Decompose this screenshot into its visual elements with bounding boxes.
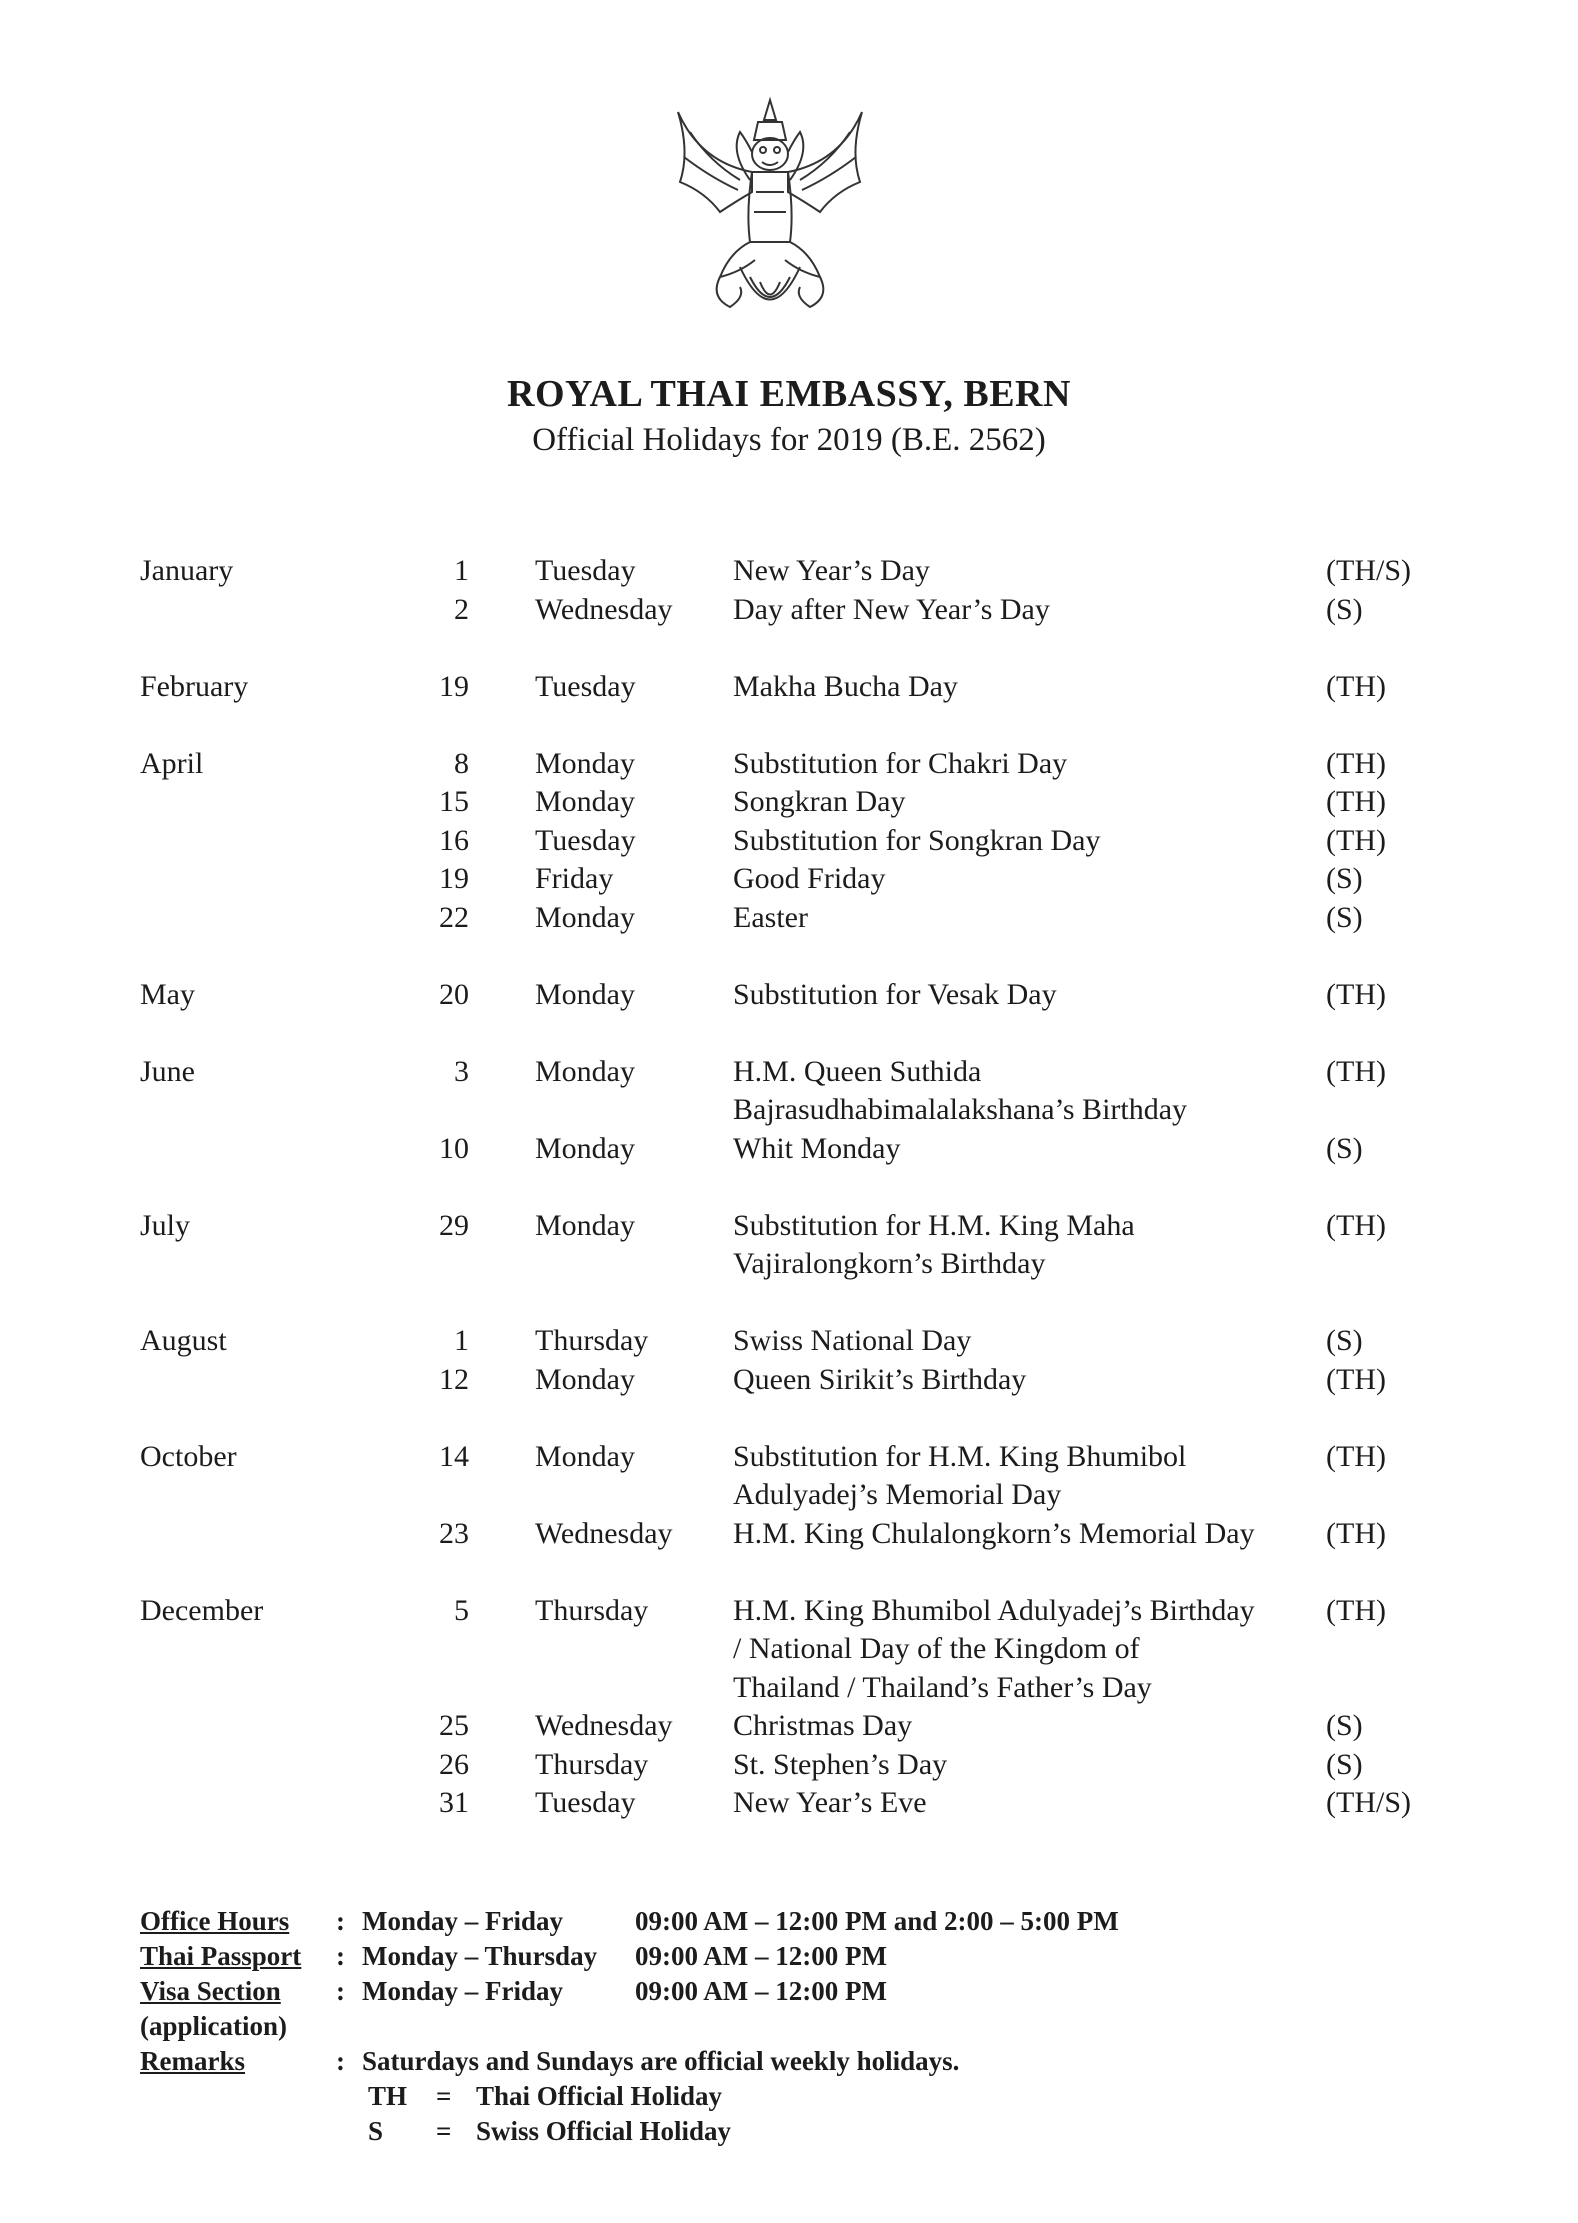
holiday-date: 14 [439,1439,469,1473]
legend-value: Thai Official Holiday [476,2081,723,2111]
holiday-row [140,899,1440,938]
holiday-weekday: Wednesday [535,1709,673,1742]
month-label: July [140,1208,191,1242]
holiday-weekday: Monday [535,900,635,934]
holiday-weekday: Tuesday [535,1786,636,1819]
holiday-weekday: Tuesday [535,554,636,587]
holiday-name: Substitution for H.M. King Maha Vajiralongkorn’s Birthday [733,1208,1135,1280]
holiday-date: 23 [439,1516,469,1550]
holiday-row [140,552,1440,591]
holiday-date: 19 [439,862,469,895]
holiday-date: 22 [439,900,469,934]
holiday-name: Christmas Day [733,1709,913,1742]
holiday-date: 31 [439,1786,469,1819]
holiday-row [140,668,1440,707]
holiday-row [140,1053,1440,1130]
holiday-code: (S) [1326,1747,1363,1781]
holiday-name: Songkran Day [733,785,906,818]
holiday-row [140,1322,1440,1361]
holiday-code: (TH) [1326,1439,1386,1473]
holiday-date: 2 [454,592,469,626]
holiday-date: 20 [439,977,469,1011]
holiday-name: Substitution for Songkran Day [733,823,1101,857]
holiday-weekday: Monday [535,1131,635,1165]
holiday-name: H.M. King Bhumibol Adulyadej’s Birthday / National Day of the Kingdom of Thailand / Thailand’s Father’s Day [733,1593,1255,1704]
month-label: October [140,1439,237,1473]
remarks-text: Saturdays and Sundays are official weekly holidays. [362,2046,960,2076]
page-title: ROYAL THAI EMBASSY, BERN [507,373,1071,415]
thai-passport-label: Thai Passport [140,1941,302,1971]
holiday-code: (TH) [1326,977,1386,1011]
thai-passport-days: Monday – Thursday [362,1941,598,1971]
holiday-code: (TH) [1326,746,1386,780]
holiday-weekday: Tuesday [535,669,636,703]
holiday-date: 8 [454,746,469,780]
holiday-date: 25 [439,1709,469,1742]
holiday-weekday: Monday [535,1054,635,1088]
holiday-name: Makha Bucha Day [733,669,958,703]
legend-equals: = [436,2116,452,2146]
holiday-code: (TH/S) [1326,1786,1411,1819]
month-label: January [140,554,234,587]
separator-colon: : [336,1976,345,2006]
month-label: August [140,1324,227,1357]
holiday-name: Queen Sirikit’s Birthday [733,1362,1027,1396]
separator-colon: : [336,1906,345,1936]
holiday-code: (TH/S) [1326,554,1411,587]
holiday-weekday: Friday [535,862,614,895]
holiday-name: Substitution for Chakri Day [733,746,1068,780]
thai-passport-time: 09:00 AM – 12:00 PM [635,1941,887,1971]
visa-section-sublabel: (application) [140,2011,288,2041]
separator-colon: : [336,1941,345,1971]
holiday-weekday: Monday [535,746,635,780]
month-label: April [140,746,204,780]
holiday-date: 1 [454,554,469,587]
holiday-name: Easter [733,900,808,934]
holiday-name: New Year’s Eve [733,1786,927,1819]
garuda-emblem-icon [660,92,880,332]
holiday-code: (TH) [1326,823,1386,857]
visa-section-label: Visa Section [140,1976,281,2006]
holiday-row [140,591,1440,630]
holiday-row [140,1515,1440,1554]
holiday-name: Day after New Year’s Day [733,592,1050,626]
holiday-code: (S) [1326,900,1363,934]
month-label: December [140,1593,264,1627]
holiday-code: (S) [1326,1324,1363,1357]
legend-key: S [368,2116,384,2146]
holiday-code: (S) [1326,1709,1363,1742]
remarks-label: Remarks [140,2046,245,2076]
holiday-row [140,1130,1440,1169]
holiday-name: St. Stephen’s Day [733,1747,948,1781]
holiday-name: Swiss National Day [733,1324,972,1357]
holiday-date: 16 [439,823,469,857]
holiday-row [140,1707,1440,1746]
holiday-code: (S) [1326,862,1363,895]
holiday-date: 29 [439,1208,469,1242]
month-group-april [140,745,1440,938]
holiday-weekday: Wednesday [535,592,673,626]
month-group-october [140,1438,1440,1554]
holiday-name: Substitution for H.M. King Bhumibol Adulyadej’s Memorial Day [733,1439,1187,1511]
month-label: June [140,1054,195,1088]
month-group-december [140,1592,1440,1823]
legend-value: Swiss Official Holiday [476,2116,732,2146]
holiday-date: 10 [439,1131,469,1165]
holiday-weekday: Thursday [535,1747,649,1781]
holiday-code: (TH) [1326,1054,1386,1088]
holiday-row [140,1207,1440,1284]
holiday-date: 3 [454,1054,469,1088]
holiday-name: H.M. King Chulalongkorn’s Memorial Day [733,1516,1255,1550]
holiday-weekday: Monday [535,1439,635,1473]
visa-section-time: 09:00 AM – 12:00 PM [635,1976,887,2006]
month-group-june [140,1053,1440,1169]
separator-colon: : [336,2046,345,2076]
holiday-name: Good Friday [733,862,886,895]
holiday-weekday: Thursday [535,1324,649,1357]
holiday-code: (TH) [1326,1362,1386,1396]
holiday-date: 5 [454,1593,469,1627]
holiday-name: H.M. Queen Suthida Bajrasudhabimalalakshana’s Birthday [733,1054,1188,1126]
holiday-code: (TH) [1326,785,1386,818]
holiday-date: 19 [439,669,469,703]
holiday-date: 26 [439,1747,469,1781]
holiday-weekday: Monday [535,785,635,818]
holiday-row [140,1592,1440,1708]
month-label: May [140,977,195,1011]
holiday-list [140,552,1440,1861]
holiday-row [140,822,1440,861]
visa-section-days: Monday – Friday [362,1976,564,2006]
month-group-january [140,552,1440,629]
holiday-weekday: Monday [535,977,635,1011]
legend-equals: = [436,2081,452,2111]
holiday-row [140,860,1440,899]
holiday-code: (TH) [1326,669,1386,703]
holiday-date: 1 [454,1324,469,1357]
legend-key: TH [368,2081,408,2111]
month-label: February [140,669,249,703]
holiday-weekday: Monday [535,1208,635,1242]
holiday-code: (S) [1326,592,1363,626]
holiday-row [140,783,1440,822]
holiday-weekday: Wednesday [535,1516,673,1550]
holiday-row [140,745,1440,784]
month-group-july [140,1207,1440,1284]
holiday-row [140,1784,1440,1823]
holiday-name: Substitution for Vesak Day [733,977,1057,1011]
holiday-row [140,1361,1440,1400]
holiday-code: (TH) [1326,1516,1386,1550]
month-group-august [140,1322,1440,1399]
holiday-code: (S) [1326,1131,1363,1165]
holiday-row [140,1746,1440,1785]
holiday-date: 15 [439,785,469,818]
holiday-weekday: Monday [535,1362,635,1396]
office-hours-time: 09:00 AM – 12:00 PM and 2:00 – 5:00 PM [635,1906,1119,1936]
holiday-weekday: Tuesday [535,823,636,857]
holiday-name: New Year’s Day [733,554,930,587]
holiday-row [140,976,1440,1015]
holiday-date: 12 [439,1362,469,1396]
holiday-code: (TH) [1326,1208,1386,1242]
month-group-february [140,668,1440,707]
month-group-may [140,976,1440,1015]
office-hours-label: Office Hours [140,1906,290,1936]
holiday-code: (TH) [1326,1593,1386,1627]
holiday-weekday: Thursday [535,1593,649,1627]
office-hours-days: Monday – Friday [362,1906,564,1936]
holiday-name: Whit Monday [733,1131,901,1165]
page-subtitle: Official Holidays for 2019 (B.E. 2562) [532,422,1046,458]
holiday-row [140,1438,1440,1515]
